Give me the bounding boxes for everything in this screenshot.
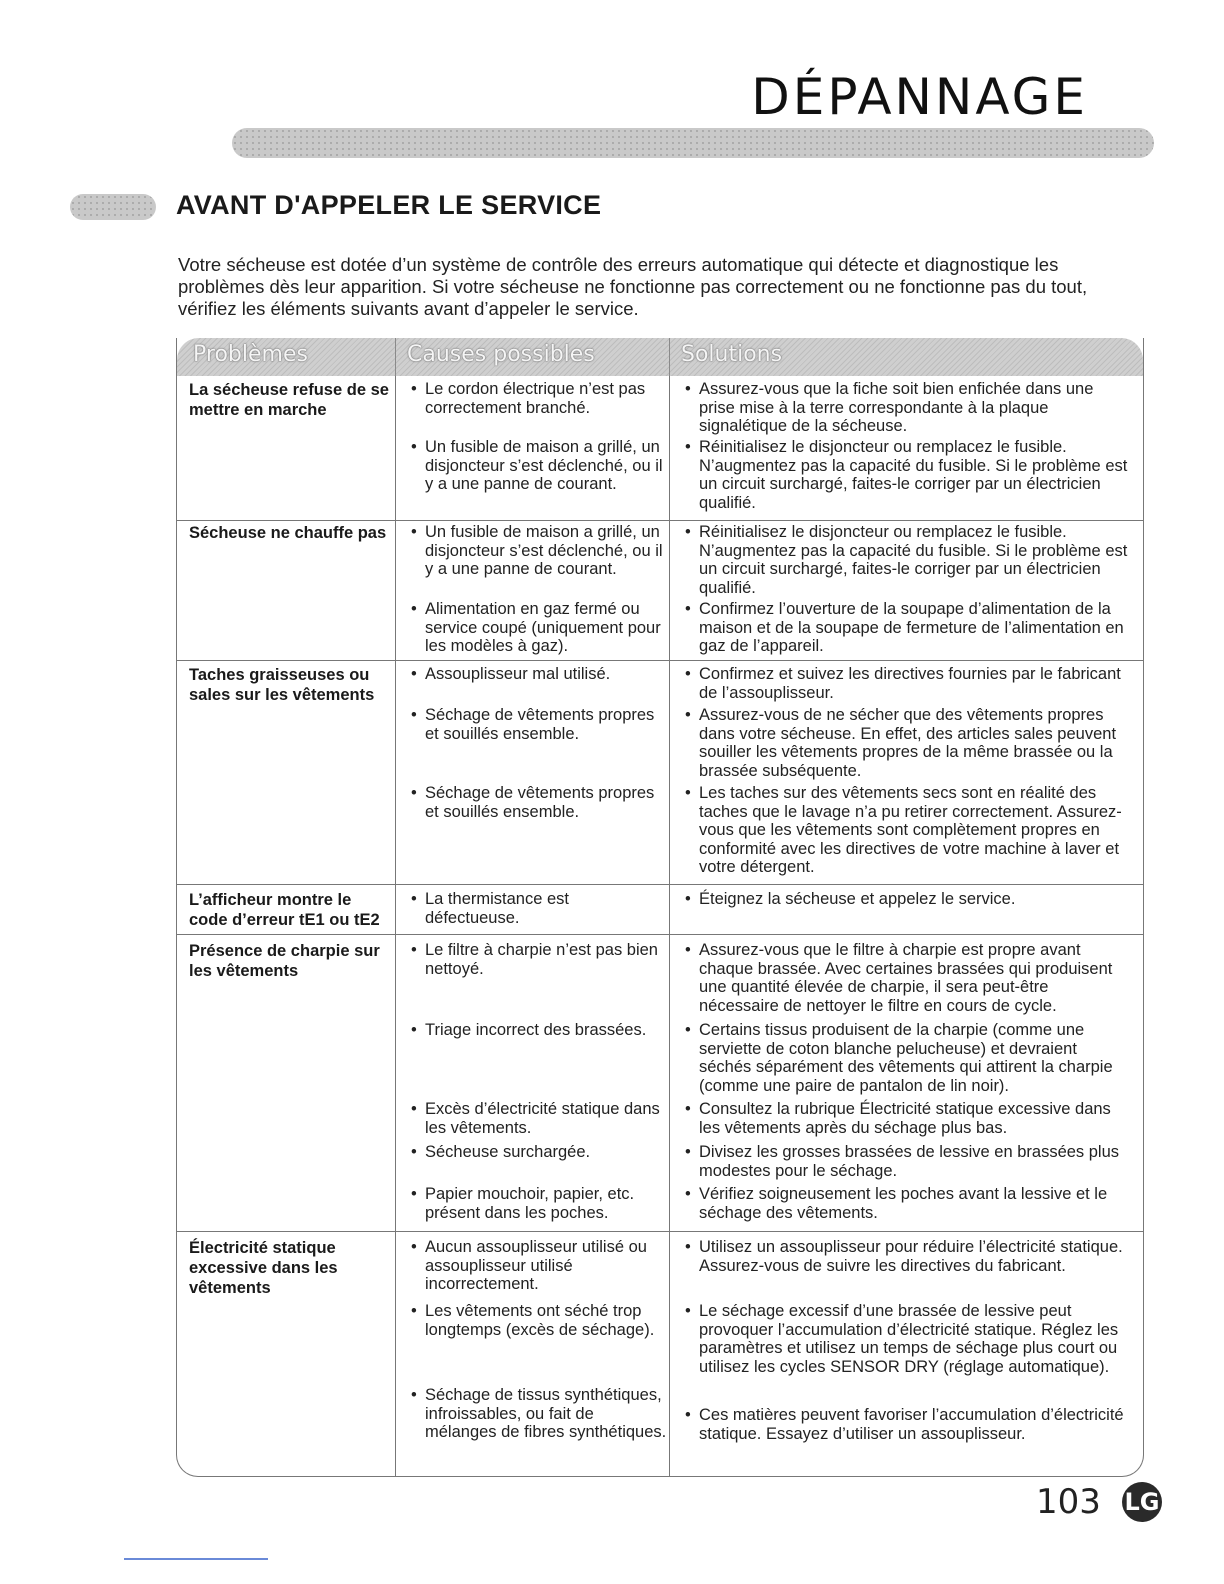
cause-item: • Séchage de tissus synthétiques, infroissables, ou fait de mélanges de fibres synthétiques. (425, 1386, 667, 1442)
solution-item: • Utilisez un assouplisseur pour réduire l’électricité statique. Assurez-vous de suivre les directives du fabricant. (699, 1238, 1131, 1275)
row-divider (177, 884, 1143, 885)
cause-item: • Un fusible de maison a grillé, un disjoncteur s’est déclenché, ou il y a une panne de courant. (425, 523, 667, 579)
page-number: 103 (1036, 1482, 1101, 1522)
cause-item: • Papier mouchoir, papier, etc. présent dans les poches. (425, 1185, 667, 1222)
column-divider (395, 376, 396, 1476)
row-divider (177, 660, 1143, 661)
solution-item: • Certains tissus produisent de la charpie (comme une serviette de coton blanche pelucheuse) et devraient séchés séparément des vêtements qui attirent la charpie (comme une paire de pantalon de lin noir). (699, 1021, 1131, 1095)
section-marker (70, 194, 156, 220)
solution-item: • Assurez-vous que le filtre à charpie est propre avant chaque brassée. Avec certaines brassées qui produisent une quantité élevée de charpie, il sera peut-être nécessaire de nettoyer le filtre en cours de cycle. (699, 941, 1131, 1015)
table-header (177, 338, 1143, 376)
column-divider (669, 376, 670, 1476)
solution-item: • Confirmez et suivez les directives fournies par le fabricant de l’assouplisseur. (699, 665, 1131, 702)
solution-item: • Confirmez l’ouverture de la soupape d’alimentation de la maison et de la soupape de fermeture de l’alimentation en gaz de l’appareil. (699, 600, 1131, 656)
solution-item: • Éteignez la sécheuse et appelez le service. (699, 890, 1131, 909)
solution-item: • Les taches sur des vêtements secs sont en réalité des taches que le lavage n’a pu retirer correctement. Assurez-vous que les vêtements sont complètement propres en conformité avec les directives de votre machine à laver et votre détergent. (699, 784, 1131, 877)
cause-item: • Excès d’électricité statique dans les vêtements. (425, 1100, 667, 1137)
problem-cell: L’afficheur montre le code d’erreur tE1 ou tE2 (189, 891, 380, 929)
header-problems: Problèmes (193, 342, 308, 367)
solution-item: • Le séchage excessif d’une brassée de lessive peut provoquer l’accumulation d’électricité statique. Réglez les paramètres et utilisez un temps de séchage plus court ou utilisez les cycles SENSOR DRY (réglage automatique). (699, 1302, 1131, 1376)
problem-cell: Sécheuse ne chauffe pas (189, 524, 387, 542)
solution-item: • Vérifiez soigneusement les poches avant la lessive et le séchage des vêtements. (699, 1185, 1131, 1222)
solution-item: • Ces matières peuvent favoriser l’accumulation d’électricité statique. Essayez d’utiliser un assouplisseur. (699, 1406, 1131, 1443)
chapter-title: DÉPANNAGE (751, 68, 1088, 126)
cause-item: • Le filtre à charpie n’est pas bien nettoyé. (425, 941, 667, 978)
cause-item: • Séchage de vêtements propres et souillés ensemble. (425, 706, 667, 743)
header-divider (395, 338, 396, 376)
solution-item: • Réinitialisez le disjoncteur ou remplacez le fusible. N’augmentez pas la capacité du fusible. Si le problème est un circuit surchargé, faites-le corriger par un électricien qualifié. (699, 438, 1131, 512)
cause-item: • Alimentation en gaz fermé ou service coupé (uniquement pour les modèles à gaz). (425, 600, 667, 656)
lg-logo-icon: LG (1122, 1482, 1162, 1522)
problem-cell: Taches graisseuses ou sales sur les vêtements (189, 666, 375, 704)
row-divider (177, 1231, 1143, 1232)
solution-item: • Assurez-vous que la fiche soit bien enfichée dans une prise mise à la terre correspondante à la plaque signalétique de la sécheuse. (699, 380, 1131, 436)
row-divider (177, 520, 1143, 521)
cause-item: • Un fusible de maison a grillé, un disjoncteur s’est déclenché, ou il y a une panne de courant. (425, 438, 667, 494)
solution-item: • Consultez la rubrique Électricité statique excessive dans les vêtements après du séchage plus bas. (699, 1100, 1131, 1137)
problem-cell: La sécheuse refuse de se mettre en marche (189, 381, 389, 419)
chapter-title-bar (232, 128, 1154, 158)
solution-item: • Assurez-vous de ne sécher que des vêtements propres dans votre sécheuse. En effet, des articles sales peuvent souiller les vêtements propres de la même brassée ou la brassée subséquente. (699, 706, 1131, 780)
cause-item: • Triage incorrect des brassées. (425, 1021, 667, 1040)
cause-item: • Les vêtements ont séché trop longtemps (excès de séchage). (425, 1302, 667, 1339)
cause-item: • Sécheuse surchargée. (425, 1143, 667, 1162)
troubleshooting-table (176, 338, 1144, 1477)
problem-cell: Présence de charpie sur les vêtements (189, 942, 380, 980)
cause-item: • Assouplisseur mal utilisé. (425, 665, 667, 684)
header-divider (669, 338, 670, 376)
cause-item: • Séchage de vêtements propres et souillés ensemble. (425, 784, 667, 821)
section-title: AVANT D'APPELER LE SERVICE (176, 190, 602, 220)
problem-cell: Électricité statique excessive dans les vêtements (189, 1239, 338, 1297)
row-divider (177, 934, 1143, 935)
solution-item: • Réinitialisez le disjoncteur ou remplacez le fusible. N’augmentez pas la capacité du fusible. Si le problème est un circuit surchargé, faites-le corriger par un électricien qualifié. (699, 523, 1131, 597)
header-solutions: Solutions (681, 342, 783, 367)
cause-item: • La thermistance est défectueuse. (425, 890, 667, 927)
cause-item: • Aucun assouplisseur utilisé ou assouplisseur utilisé incorrectement. (425, 1238, 667, 1294)
header-causes: Causes possibles (407, 342, 595, 367)
intro-paragraph: Votre sécheuse est dotée d’un système de contrôle des erreurs automatique qui détecte et diagnostique les problèmes dès leur apparition. Si votre sécheuse ne fonctionne pas correctement ou ne fonctionne pas du tout, vérifiez les éléments suivants avant d’appeler le service. (178, 254, 1088, 319)
cause-item: • Le cordon électrique n’est pas correctement branché. (425, 380, 667, 417)
solution-item: • Divisez les grosses brassées de lessive en brassées plus modestes pour le séchage. (699, 1143, 1131, 1180)
footer-divider (124, 1558, 268, 1560)
